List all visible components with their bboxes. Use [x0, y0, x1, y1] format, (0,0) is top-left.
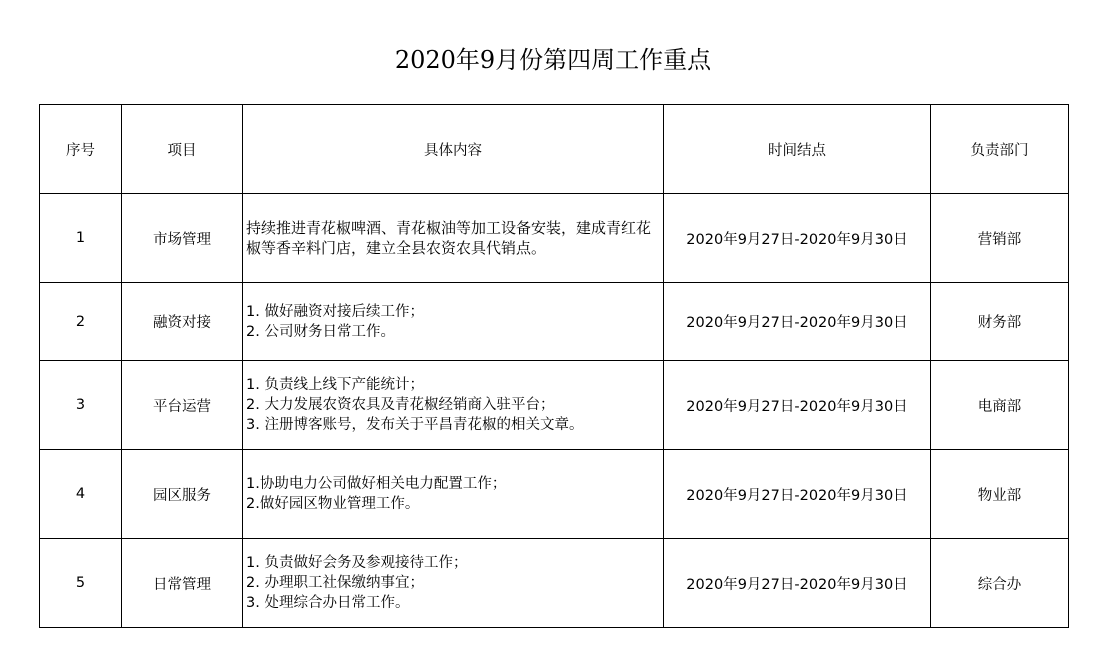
table-row [40, 450, 1069, 539]
table-header-row [40, 105, 1069, 194]
row-department: 综合办 [931, 539, 1069, 628]
row-content [243, 539, 664, 628]
table-row [40, 539, 1069, 628]
table-row [40, 361, 1069, 450]
row-time: 2020年9月27日-2020年9月30日 [664, 283, 931, 361]
header-time: 时间结点 [664, 105, 931, 194]
content-line: 3. 注册博客账号，发布关于平昌青花椒的相关文章。 [246, 417, 584, 433]
row-department: 营销部 [931, 194, 1069, 283]
content-line: 2. 公司财务日常工作。 [246, 323, 395, 340]
content-line: 2. 大力发展农资农具及青花椒经销商入驻平台； [246, 397, 555, 413]
page-title: 2020年9月份第四周工作重点 [394, 46, 712, 74]
row-project: 平台运营 [122, 361, 243, 450]
table-row [40, 194, 1069, 283]
work-plan-table [39, 104, 1069, 628]
row-index: 2 [40, 283, 122, 361]
content-line: 2.做好园区物业管理工作。 [246, 496, 420, 512]
table-row [40, 283, 1069, 361]
row-department: 物业部 [931, 450, 1069, 539]
content-line: 3. 处理综合办日常工作。 [246, 595, 410, 611]
content-line: 1. 负责线上线下产能统计； [246, 377, 424, 393]
row-time: 2020年9月27日-2020年9月30日 [664, 361, 931, 450]
row-content [243, 283, 664, 361]
row-index: 4 [40, 450, 122, 539]
row-index: 5 [40, 539, 122, 628]
content-line: 1. 负责做好会务及参观接待工作； [246, 555, 468, 571]
row-content [243, 450, 664, 539]
content-line: 1. 做好融资对接后续工作； [246, 303, 424, 320]
content-line: 2. 办理职工社保缴纳事宜； [246, 575, 424, 591]
row-time: 2020年9月27日-2020年9月30日 [664, 450, 931, 539]
header-index: 序号 [40, 105, 122, 194]
header-project: 项目 [122, 105, 243, 194]
row-content [243, 194, 664, 283]
row-department: 财务部 [931, 283, 1069, 361]
row-department: 电商部 [931, 361, 1069, 450]
row-project: 市场管理 [122, 194, 243, 283]
row-time: 2020年9月27日-2020年9月30日 [664, 539, 931, 628]
row-time: 2020年9月27日-2020年9月30日 [664, 194, 931, 283]
header-content: 具体内容 [243, 105, 664, 194]
row-project: 日常管理 [122, 539, 243, 628]
header-department: 负责部门 [931, 105, 1069, 194]
row-index: 1 [40, 194, 122, 283]
content-line: 持续推进青花椒啤酒、青花椒油等加工设备安装，建成青红花椒等香辛料门店，建立全县农资农具代销点。 [246, 219, 652, 257]
row-project: 园区服务 [122, 450, 243, 539]
content-line: 1.协助电力公司做好相关电力配置工作； [246, 476, 507, 492]
row-index: 3 [40, 361, 122, 450]
row-project: 融资对接 [122, 283, 243, 361]
row-content [243, 361, 664, 450]
